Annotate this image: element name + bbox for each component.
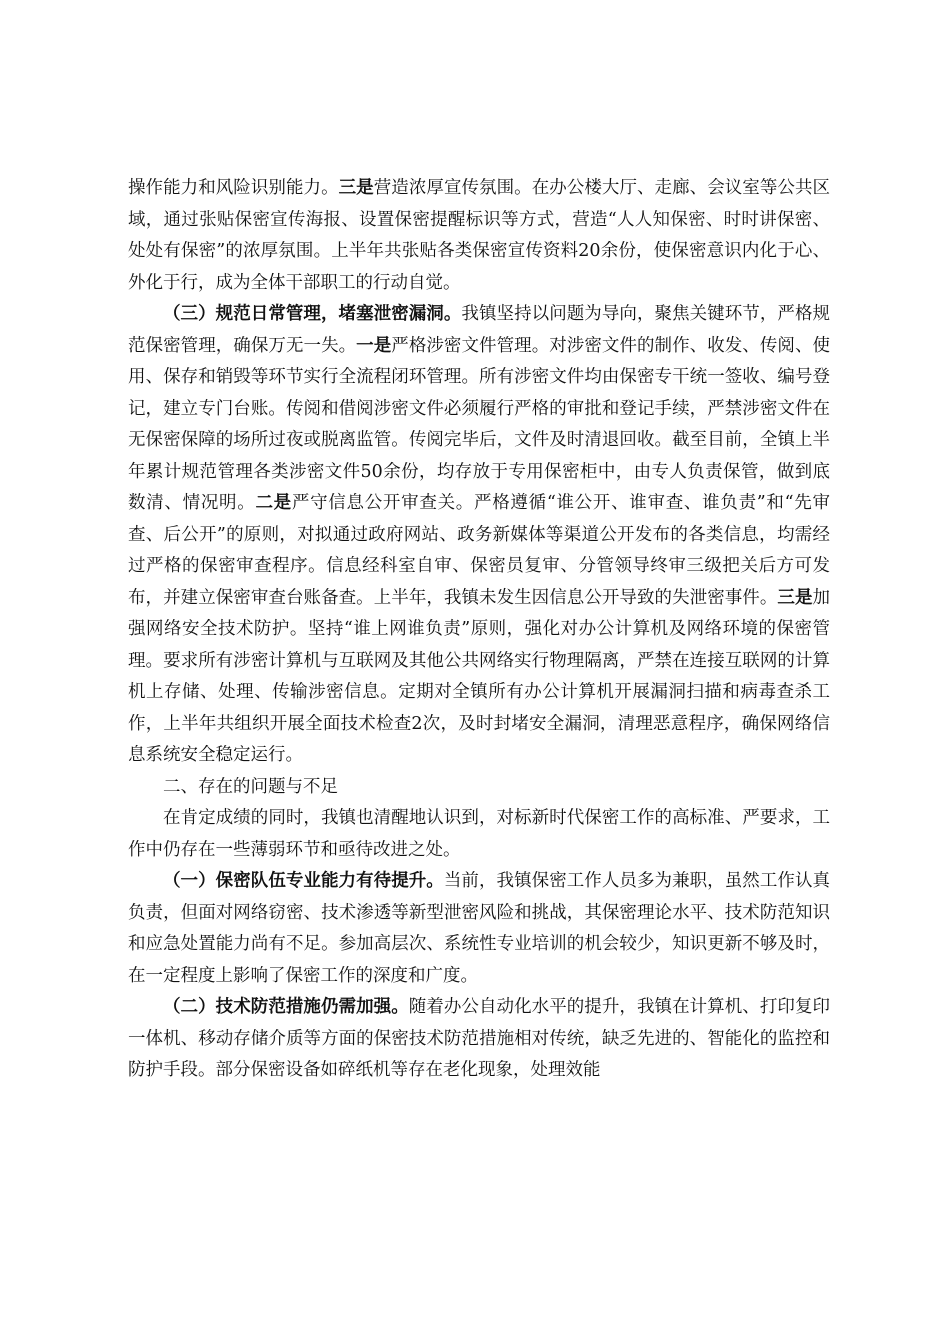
paragraph-team-capability: [128, 866, 830, 992]
text-run: 营造浓厚宣传氛围。在办公楼大厅、走廊、会议室等公共区域，通过张贴保密宣传海报、设置保密提醒标识等方式，营造“人人知保密、时时讲保密、处处有保密”的浓厚氛围。上半年共张贴各类保密宣传资料20余份，使保密意识内化于心、外化于行，成为全体干部职工的行动自觉。: [128, 178, 831, 293]
section-heading: （二）技术防范措施仍需加强。: [163, 997, 409, 1017]
text-run: 二、存在的问题与不足: [163, 776, 338, 797]
chapter-heading-problems: [128, 772, 830, 804]
bold-run: 三是: [338, 178, 374, 198]
document-page: [128, 173, 830, 1087]
section-heading: （三）规范日常管理，堵塞泄密漏洞。: [163, 304, 462, 324]
paragraph-intro-problems: [128, 803, 830, 866]
bold-run: 一是: [356, 335, 392, 356]
text-run: 在肯定成绩的同时，我镇也清醒地认识到，对标新时代保密工作的高标准、严要求，工作中仍存在一些薄弱环节和亟待改进之处。: [128, 808, 830, 860]
text-run: 当前，我镇保密工作人员多为兼职，虽然工作认真负责，但面对网络窃密、技术渗透等新型泄密风险和挑战，其保密理论水平、技术防范知识和应急处置能力尚有不足。参加高层次、系统性专业培训的机会较少，知识更新不够及时，在一定程度上影响了保密工作的深度和广度。: [128, 871, 831, 986]
text-run: 随着办公自动化水平的提升，我镇在计算机、打印复印一体机、移动存储介质等方面的保密技术防范措施相对传统，缺乏先进的、智能化的监控和防护手段。部分保密设备如碎纸机等存在老化现象，处理效能: [128, 997, 831, 1080]
text-run: 严格涉密文件管理。对涉密文件的制作、收发、传阅、使用、保存和销毁等环节实行全流程闭环管理。所有涉密文件均由保密专干统一签收、编号登记，建立专门台账。传阅和借阅涉密文件必须履行严格的审批和登记手续，严禁涉密文件在无保密保障的场所过夜或脱离监管。传阅完毕后，文件及时清退回收。截至目前，全镇上半年累计规范管理各类涉密文件50余份，均存放于专用保密柜中，由专人负责保管，做到底数清、情况明。: [128, 335, 831, 513]
text-run: 严守信息公开审查关。严格遵循“谁公开、谁审查、谁负责”和“先审查、后公开”的原则，对拟通过政府网站、政务新媒体等渠道公开发布的各类信息，均需经过严格的保密审查程序。信息经科室自审、保密员复审、分管领导终审三级把关后方可发布，并建立保密审查台账备查。上半年，我镇未发生因信息公开导致的失泄密事件。: [128, 493, 831, 608]
text-run: 操作能力和风险识别能力。: [128, 178, 339, 198]
paragraph-publicity: [128, 173, 830, 299]
paragraph-technical-measures: [128, 992, 830, 1087]
bold-run: 三是: [777, 587, 813, 608]
bold-run: 二是: [255, 493, 292, 513]
text-run: 我镇坚持以问题为导向，聚焦关键环节，严格规范保密管理，确保万无一失。: [128, 304, 831, 356]
paragraph-daily-management: [128, 299, 830, 772]
section-heading: （一）保密队伍专业能力有待提升。: [163, 871, 444, 891]
text-run: 加强网络安全技术防护。坚持“谁上网谁负责”原则，强化对办公计算机及网络环境的保密管理。要求所有涉密计算机与互联网及其他公共网络实行物理隔离，严禁在连接互联网的计算机上存储、处理、传输涉密信息。定期对全镇所有办公计算机开展漏洞扫描和病毒查杀工作，上半年共组织开展全面技术检查2次，及时封堵安全漏洞，清理恶意程序，确保网络信息系统安全稳定运行。: [128, 587, 831, 765]
